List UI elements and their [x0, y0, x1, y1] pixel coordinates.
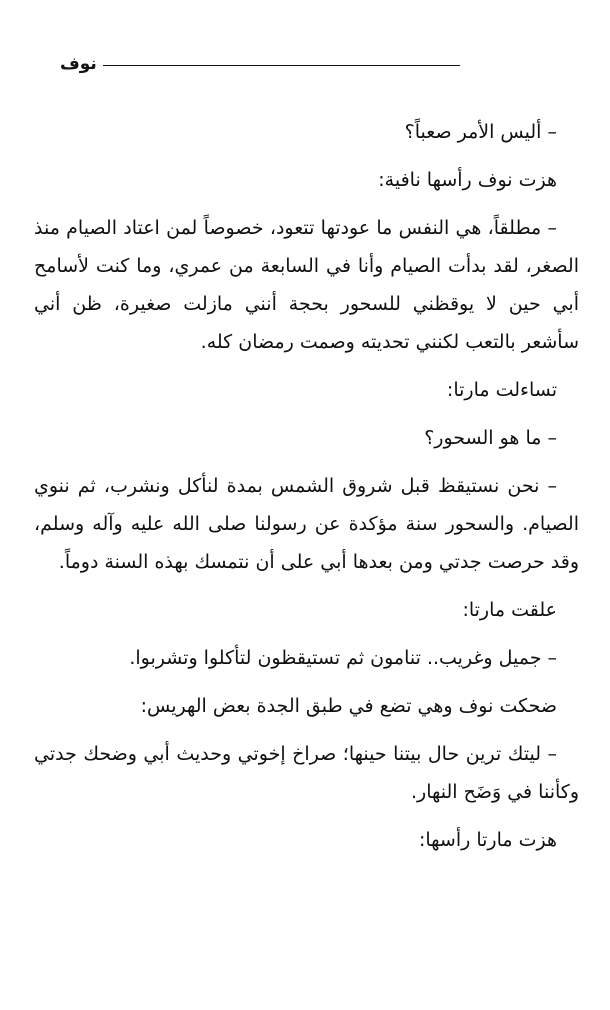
paragraph: هزت مارتا رأسها: — [418, 829, 557, 851]
running-header — [60, 52, 460, 76]
paragraph: هزت نوف رأسها نافية: — [378, 169, 557, 191]
paragraph: – مطلقاً، هي النفس ما عودتها تتعود، خصوصاً لمن اعتاد الصيام منذ الصغر، لقد بدأت الصيام وأنا في السابعة من عمري، وما كنت لأسامح أبي حين لا يوقظني للسحور بحجة أنني مازلت صغيرة، ظن أني سأشعر بالتعب لكنني تحديته وصمت رمضان كله. — [34, 217, 579, 353]
body-text — [34, 113, 579, 869]
paragraph: علقت مارتا: — [462, 599, 557, 621]
paragraph: – ما هو السحور؟ — [424, 427, 557, 449]
header-rule — [103, 65, 460, 66]
paragraph: – أليس الأمر صعباً؟ — [404, 121, 557, 143]
paragraph: – ليتك ترين حال بيتنا حينها؛ صراخ إخوتي وحديث أبي وضحك جدتي وكأننا في وَضَح النهار. — [34, 743, 579, 803]
paragraph: – نحن نستيقظ قبل شروق الشمس بمدة لنأكل ونشرب، ثم ننوي الصيام. والسحور سنة مؤكدة عن رسولنا صلى الله عليه وآله وسلم، وقد حرصت جدتي ومن بعدها أبي على أن نتمسك بهذه السنة دوماً. — [34, 475, 579, 573]
paragraph: ضحكت نوف وهي تضع في طبق الجدة بعض الهريس: — [140, 695, 557, 717]
header-title: نوف — [60, 54, 97, 74]
paragraph: – جميل وغريب.. تنامون ثم تستيقظون لتأكلوا وتشربوا. — [129, 647, 557, 669]
paragraph: تساءلت مارتا: — [446, 379, 557, 401]
